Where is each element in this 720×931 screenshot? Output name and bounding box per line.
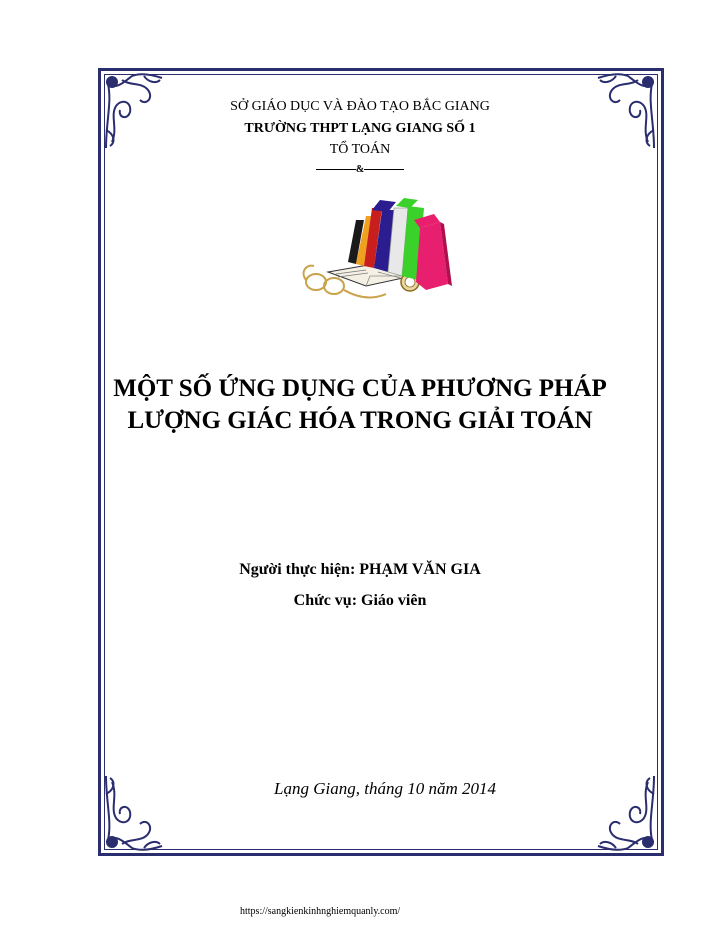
author-line: Người thực hiện: PHẠM VĂN GIA bbox=[239, 561, 481, 578]
books-illustration-icon bbox=[300, 190, 470, 305]
school-name: TRƯỜNG THPT LẠNG GIANG SỐ 1 bbox=[244, 121, 476, 136]
department-name: SỞ GIÁO DỤC VÀ ĐÀO TẠO BẮC GIANG bbox=[230, 99, 490, 114]
place-date: Lạng Giang, tháng 10 năm 2014 bbox=[274, 779, 496, 798]
source-url[interactable]: https://sangkienkinhnghiemquanly.com/ bbox=[240, 906, 401, 917]
group-name: TỔ TOÁN bbox=[329, 142, 391, 157]
title-line-2: LƯỢNG GIÁC HÓA TRONG GIẢI TOÁN bbox=[127, 407, 593, 434]
header-separator bbox=[0, 164, 720, 175]
document-title bbox=[0, 373, 720, 437]
title-line-1: MỘT SỐ ỨNG DỤNG CỦA PHƯƠNG PHÁP bbox=[113, 375, 607, 402]
role-line: Chức vụ: Giáo viên bbox=[293, 592, 427, 609]
separator-symbol: & bbox=[355, 164, 365, 175]
